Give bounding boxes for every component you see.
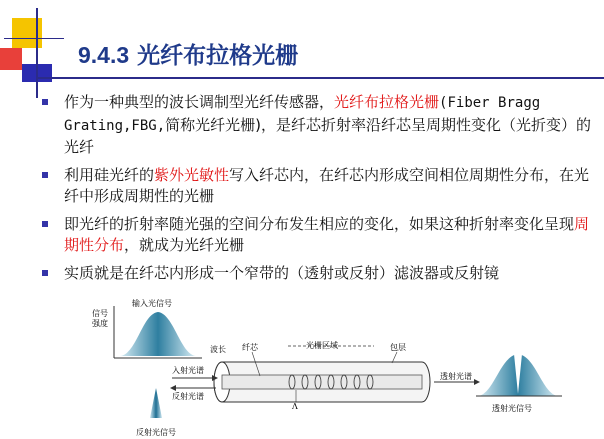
transmitted-arrowhead <box>474 379 480 385</box>
bullet-item: 利用硅光纤的紫外光敏性写入纤芯内，在纤芯内形成空间相位周期性分布，在光纤中形成周期性的光栅 <box>40 165 596 208</box>
bullet-marker <box>42 270 48 276</box>
transmitted-signal-label: 透射光信号 <box>492 404 532 413</box>
bullet-marker <box>42 172 48 178</box>
incident-spectrum-label: 入射光谱 <box>172 366 204 375</box>
title-text: 光纤布拉格光栅 <box>137 43 299 69</box>
cladding-pointer <box>392 352 397 363</box>
input-signal-label: 输入光信号 <box>132 299 172 308</box>
wavelength-label: 波长 <box>210 345 226 354</box>
deco-line-vertical <box>36 8 38 98</box>
input-spectrum-curve <box>120 312 196 356</box>
bullet-marker <box>42 99 48 105</box>
bullet-list <box>40 92 596 290</box>
cladding-label: 包层 <box>390 343 406 352</box>
section-number: 9.4.3 <box>78 42 130 68</box>
core-label: 纤芯 <box>242 343 258 352</box>
bullet-item: 实质就是在纤芯内形成一个窄带的（透射或反射）滤波器或反射镜 <box>40 263 596 285</box>
reflected-spectrum-label: 反射光谱 <box>172 392 204 401</box>
highlight-text: 光纤布拉格光栅 <box>334 93 440 111</box>
highlight-text: 周期性分布 <box>64 214 590 254</box>
reflected-arrowhead <box>170 385 176 391</box>
transmitted-spectrum-label: 透射光谱 <box>440 372 472 381</box>
reflected-signal-label: 反射光信号 <box>136 428 176 437</box>
bullet-item: 即光纤的折射率随光强的空间分布发生相应的变化，如果这种折射率变化呈现周期性分布，就成为光纤光栅 <box>40 214 596 257</box>
fbg-diagram <box>92 296 592 439</box>
signal-strength-label-2: 强度 <box>92 319 108 328</box>
title-underline <box>36 77 604 79</box>
deco-line-horizontal <box>4 38 64 39</box>
reflected-spectrum-peak <box>150 388 162 418</box>
slide-title <box>78 37 298 70</box>
bullet-item: 作为一种典型的波长调制型光纤传感器，光纤布拉格光栅(Fiber Bragg Grating,FBG,简称光纤光栅)，是纤芯折射率沿纤芯呈周期性变化（光折变）的光纤 <box>40 92 596 159</box>
fiber-core <box>222 375 422 389</box>
signal-strength-label-1: 信号 <box>92 309 108 318</box>
highlight-text: 紫外光敏性 <box>154 165 230 184</box>
grating-region-label: 光栅区域 <box>306 341 338 350</box>
bullet-marker <box>42 221 48 227</box>
deco-square-red <box>0 48 22 70</box>
period-label: Λ <box>292 402 298 411</box>
